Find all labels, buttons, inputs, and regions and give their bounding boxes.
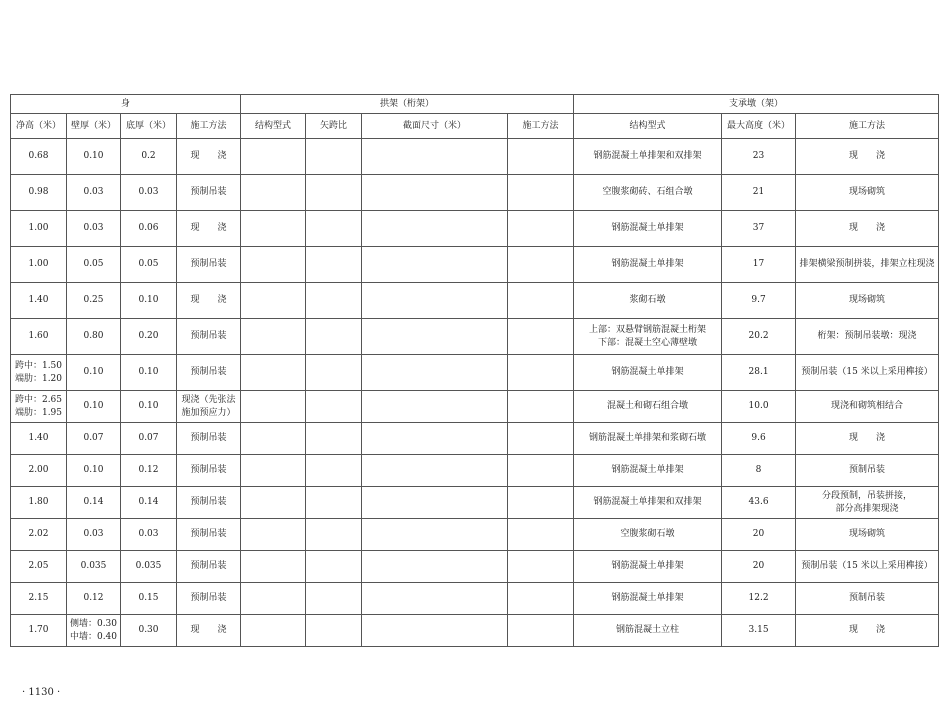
cell-section-size bbox=[362, 139, 508, 175]
cell-clear-height: 1.80 bbox=[11, 487, 67, 519]
cell-max-height: 21 bbox=[722, 175, 796, 211]
cell-wall-thickness: 侧墙：0.30 中墙：0.40 bbox=[67, 615, 121, 647]
cell-wall-thickness: 0.05 bbox=[67, 247, 121, 283]
cell-body-method: 预制吊装 bbox=[177, 551, 241, 583]
cell-wall-thickness: 0.10 bbox=[67, 455, 121, 487]
cell-max-height: 10.0 bbox=[722, 391, 796, 423]
cell-pier-structure: 钢筋混凝土单排架 bbox=[574, 247, 722, 283]
cell-pier-method: 排架横梁预制拼装，排架立柱现浇 bbox=[796, 247, 939, 283]
cell-rise-span-ratio bbox=[306, 211, 362, 247]
cell-wall-thickness: 0.10 bbox=[67, 139, 121, 175]
cell-body-method: 预制吊装 bbox=[177, 319, 241, 355]
cell-pier-method: 预制吊装（15 米以上采用榫接） bbox=[796, 355, 939, 391]
cell-rise-span-ratio bbox=[306, 283, 362, 319]
cell-max-height: 20 bbox=[722, 519, 796, 551]
group-header-pier: 支承墩（架） bbox=[574, 95, 939, 114]
cell-rise-span-ratio bbox=[306, 319, 362, 355]
table-row bbox=[11, 423, 939, 455]
table-row bbox=[11, 139, 939, 175]
cell-clear-height: 跨中：2.65 端肋：1.95 bbox=[11, 391, 67, 423]
cell-max-height: 37 bbox=[722, 211, 796, 247]
cell-section-size bbox=[362, 211, 508, 247]
group-header-arch: 拱架（桁架） bbox=[241, 95, 574, 114]
cell-arch-structure bbox=[241, 319, 306, 355]
cell-pier-method: 现 浇 bbox=[796, 423, 939, 455]
cell-wall-thickness: 0.10 bbox=[67, 355, 121, 391]
cell-pier-structure: 上部：双悬臂钢筋混凝土桁架 下部：混凝土空心薄壁墩 bbox=[574, 319, 722, 355]
cell-pier-method: 分段预制，吊装拼接， 部分高排架现浇 bbox=[796, 487, 939, 519]
cell-max-height: 17 bbox=[722, 247, 796, 283]
cell-arch-structure bbox=[241, 355, 306, 391]
cell-body-method: 预制吊装 bbox=[177, 519, 241, 551]
cell-section-size bbox=[362, 551, 508, 583]
cell-clear-height: 2.05 bbox=[11, 551, 67, 583]
cell-clear-height: 2.02 bbox=[11, 519, 67, 551]
cell-arch-method bbox=[508, 423, 574, 455]
cell-base-thickness: 0.07 bbox=[121, 423, 177, 455]
cell-arch-structure bbox=[241, 519, 306, 551]
cell-body-method: 预制吊装 bbox=[177, 455, 241, 487]
cell-body-method: 现 浇 bbox=[177, 283, 241, 319]
cell-wall-thickness: 0.035 bbox=[67, 551, 121, 583]
table-body bbox=[11, 139, 939, 647]
cell-section-size bbox=[362, 487, 508, 519]
cell-pier-method: 现场砌筑 bbox=[796, 175, 939, 211]
cell-max-height: 12.2 bbox=[722, 583, 796, 615]
cell-pier-method: 现浇和砌筑相结合 bbox=[796, 391, 939, 423]
group-header-row bbox=[11, 95, 939, 114]
cell-body-method: 预制吊装 bbox=[177, 487, 241, 519]
cell-arch-structure bbox=[241, 455, 306, 487]
cell-pier-structure: 钢筋混凝土单排架 bbox=[574, 455, 722, 487]
cell-max-height: 8 bbox=[722, 455, 796, 487]
cell-rise-span-ratio bbox=[306, 487, 362, 519]
cell-clear-height: 跨中：1.50 端肋：1.20 bbox=[11, 355, 67, 391]
cell-body-method: 现 浇 bbox=[177, 615, 241, 647]
col-header-max-height: 最大高度（米） bbox=[722, 114, 796, 139]
cell-base-thickness: 0.30 bbox=[121, 615, 177, 647]
cell-arch-method bbox=[508, 247, 574, 283]
cell-arch-method bbox=[508, 583, 574, 615]
cell-rise-span-ratio bbox=[306, 423, 362, 455]
cell-arch-structure bbox=[241, 139, 306, 175]
cell-wall-thickness: 0.12 bbox=[67, 583, 121, 615]
cell-base-thickness: 0.15 bbox=[121, 583, 177, 615]
col-header-pier-method: 施工方法 bbox=[796, 114, 939, 139]
cell-wall-thickness: 0.07 bbox=[67, 423, 121, 455]
cell-section-size bbox=[362, 283, 508, 319]
page-number: · 1130 · bbox=[22, 687, 61, 698]
cell-base-thickness: 0.20 bbox=[121, 319, 177, 355]
cell-pier-structure: 钢筋混凝土单排架 bbox=[574, 551, 722, 583]
cell-rise-span-ratio bbox=[306, 519, 362, 551]
table-row bbox=[11, 175, 939, 211]
cell-pier-method: 现场砌筑 bbox=[796, 283, 939, 319]
cell-section-size bbox=[362, 319, 508, 355]
cell-rise-span-ratio bbox=[306, 139, 362, 175]
cell-pier-method: 预制吊装 bbox=[796, 455, 939, 487]
cell-pier-structure: 钢筋混凝土单排架 bbox=[574, 583, 722, 615]
cell-arch-structure bbox=[241, 583, 306, 615]
cell-arch-structure bbox=[241, 247, 306, 283]
cell-pier-structure: 浆砌石墩 bbox=[574, 283, 722, 319]
cell-body-method: 预制吊装 bbox=[177, 355, 241, 391]
cell-section-size bbox=[362, 175, 508, 211]
cell-clear-height: 1.00 bbox=[11, 247, 67, 283]
table-row bbox=[11, 551, 939, 583]
cell-clear-height: 1.00 bbox=[11, 211, 67, 247]
cell-pier-structure: 钢筋混凝土单排架和双排架 bbox=[574, 487, 722, 519]
cell-rise-span-ratio bbox=[306, 175, 362, 211]
col-header-pier-structure: 结构型式 bbox=[574, 114, 722, 139]
cell-max-height: 23 bbox=[722, 139, 796, 175]
cell-base-thickness: 0.03 bbox=[121, 519, 177, 551]
group-header-body: 身 bbox=[11, 95, 241, 114]
cell-base-thickness: 0.035 bbox=[121, 551, 177, 583]
cell-clear-height: 2.15 bbox=[11, 583, 67, 615]
cell-arch-method bbox=[508, 283, 574, 319]
cell-base-thickness: 0.10 bbox=[121, 355, 177, 391]
cell-body-method: 现浇（先张法 施加预应力） bbox=[177, 391, 241, 423]
cell-pier-structure: 钢筋混凝土单排架和浆砌石墩 bbox=[574, 423, 722, 455]
cell-base-thickness: 0.05 bbox=[121, 247, 177, 283]
table-row bbox=[11, 355, 939, 391]
table-row bbox=[11, 583, 939, 615]
cell-max-height: 20.2 bbox=[722, 319, 796, 355]
cell-arch-method bbox=[508, 519, 574, 551]
cell-section-size bbox=[362, 583, 508, 615]
cell-rise-span-ratio bbox=[306, 247, 362, 283]
table-row bbox=[11, 211, 939, 247]
cell-pier-method: 桁架：预制吊装墩：现浇 bbox=[796, 319, 939, 355]
cell-wall-thickness: 0.03 bbox=[67, 211, 121, 247]
cell-body-method: 预制吊装 bbox=[177, 583, 241, 615]
table-row bbox=[11, 487, 939, 519]
cell-base-thickness: 0.10 bbox=[121, 283, 177, 319]
cell-arch-method bbox=[508, 551, 574, 583]
cell-arch-structure bbox=[241, 175, 306, 211]
cell-wall-thickness: 0.14 bbox=[67, 487, 121, 519]
cell-arch-structure bbox=[241, 211, 306, 247]
cell-pier-method: 现 浇 bbox=[796, 211, 939, 247]
col-header-arch-method: 施工方法 bbox=[508, 114, 574, 139]
col-header-clear-height: 净高（米） bbox=[11, 114, 67, 139]
cell-section-size bbox=[362, 247, 508, 283]
cell-arch-structure bbox=[241, 487, 306, 519]
table-row bbox=[11, 519, 939, 551]
table-row bbox=[11, 615, 939, 647]
cell-max-height: 20 bbox=[722, 551, 796, 583]
cell-clear-height: 0.98 bbox=[11, 175, 67, 211]
cell-clear-height: 1.40 bbox=[11, 283, 67, 319]
cell-pier-structure: 钢筋混凝土单排架 bbox=[574, 211, 722, 247]
cell-arch-method bbox=[508, 391, 574, 423]
cell-section-size bbox=[362, 355, 508, 391]
cell-body-method: 现 浇 bbox=[177, 139, 241, 175]
cell-pier-structure: 空腹浆砌砖、石组合墩 bbox=[574, 175, 722, 211]
cell-pier-method: 现场砌筑 bbox=[796, 519, 939, 551]
column-header-row bbox=[11, 114, 939, 139]
cell-pier-method: 预制吊装 bbox=[796, 583, 939, 615]
cell-max-height: 9.6 bbox=[722, 423, 796, 455]
cell-base-thickness: 0.10 bbox=[121, 391, 177, 423]
cell-base-thickness: 0.03 bbox=[121, 175, 177, 211]
cell-pier-structure: 混凝土和砌石组合墩 bbox=[574, 391, 722, 423]
cell-section-size bbox=[362, 615, 508, 647]
cell-pier-method: 现 浇 bbox=[796, 139, 939, 175]
cell-arch-method bbox=[508, 211, 574, 247]
cell-pier-structure: 钢筋混凝土立柱 bbox=[574, 615, 722, 647]
cell-wall-thickness: 0.03 bbox=[67, 519, 121, 551]
cell-arch-method bbox=[508, 355, 574, 391]
cell-rise-span-ratio bbox=[306, 551, 362, 583]
cell-wall-thickness: 0.80 bbox=[67, 319, 121, 355]
cell-max-height: 28.1 bbox=[722, 355, 796, 391]
cell-arch-method bbox=[508, 175, 574, 211]
col-header-rise-span-ratio: 矢跨比 bbox=[306, 114, 362, 139]
cell-pier-structure: 空腹浆砌石墩 bbox=[574, 519, 722, 551]
cell-section-size bbox=[362, 455, 508, 487]
cell-pier-method: 预制吊装（15 米以上采用榫接） bbox=[796, 551, 939, 583]
cell-rise-span-ratio bbox=[306, 583, 362, 615]
cell-body-method: 预制吊装 bbox=[177, 175, 241, 211]
cell-clear-height: 1.70 bbox=[11, 615, 67, 647]
col-header-body-method: 施工方法 bbox=[177, 114, 241, 139]
cell-clear-height: 2.00 bbox=[11, 455, 67, 487]
table-row bbox=[11, 319, 939, 355]
cell-pier-structure: 钢筋混凝土单排架和双排架 bbox=[574, 139, 722, 175]
cell-base-thickness: 0.14 bbox=[121, 487, 177, 519]
table-row bbox=[11, 455, 939, 487]
cell-base-thickness: 0.06 bbox=[121, 211, 177, 247]
cell-arch-structure bbox=[241, 283, 306, 319]
table-row bbox=[11, 247, 939, 283]
cell-base-thickness: 0.12 bbox=[121, 455, 177, 487]
cell-wall-thickness: 0.25 bbox=[67, 283, 121, 319]
cell-clear-height: 1.40 bbox=[11, 423, 67, 455]
cell-arch-method bbox=[508, 455, 574, 487]
cell-arch-method bbox=[508, 615, 574, 647]
cell-wall-thickness: 0.03 bbox=[67, 175, 121, 211]
cell-arch-method bbox=[508, 487, 574, 519]
cell-rise-span-ratio bbox=[306, 355, 362, 391]
cell-max-height: 9.7 bbox=[722, 283, 796, 319]
cell-section-size bbox=[362, 423, 508, 455]
col-header-arch-structure: 结构型式 bbox=[241, 114, 306, 139]
cell-arch-structure bbox=[241, 615, 306, 647]
cell-body-method: 预制吊装 bbox=[177, 247, 241, 283]
cell-max-height: 3.15 bbox=[722, 615, 796, 647]
cell-body-method: 现 浇 bbox=[177, 211, 241, 247]
cell-rise-span-ratio bbox=[306, 615, 362, 647]
col-header-section-size: 截面尺寸（米） bbox=[362, 114, 508, 139]
cell-section-size bbox=[362, 519, 508, 551]
cell-rise-span-ratio bbox=[306, 391, 362, 423]
cell-section-size bbox=[362, 391, 508, 423]
cell-clear-height: 1.60 bbox=[11, 319, 67, 355]
cell-arch-method bbox=[508, 139, 574, 175]
cell-clear-height: 0.68 bbox=[11, 139, 67, 175]
cell-arch-structure bbox=[241, 551, 306, 583]
cell-base-thickness: 0.2 bbox=[121, 139, 177, 175]
cell-arch-method bbox=[508, 319, 574, 355]
cell-arch-structure bbox=[241, 423, 306, 455]
cell-rise-span-ratio bbox=[306, 455, 362, 487]
cell-max-height: 43.6 bbox=[722, 487, 796, 519]
cell-pier-method: 现 浇 bbox=[796, 615, 939, 647]
cell-body-method: 预制吊装 bbox=[177, 423, 241, 455]
cell-wall-thickness: 0.10 bbox=[67, 391, 121, 423]
cell-pier-structure: 钢筋混凝土单排架 bbox=[574, 355, 722, 391]
data-table bbox=[10, 94, 939, 647]
table-row bbox=[11, 391, 939, 423]
col-header-base-thickness: 底厚（米） bbox=[121, 114, 177, 139]
col-header-wall-thickness: 壁厚（米） bbox=[67, 114, 121, 139]
table-row bbox=[11, 283, 939, 319]
cell-arch-structure bbox=[241, 391, 306, 423]
